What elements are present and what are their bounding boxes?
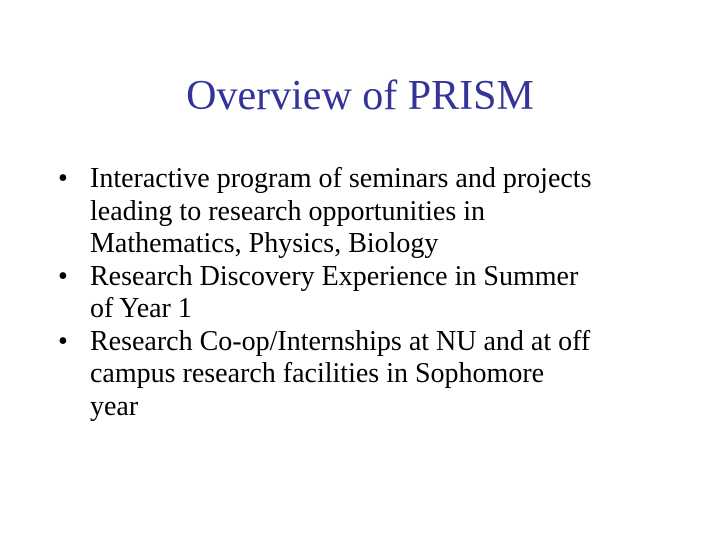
bullet-line: of Year 1 (90, 293, 192, 324)
bullet-item-2 (58, 261, 678, 326)
bullet-item-3 (58, 326, 678, 424)
bullet-line: Research Discovery Experience in Summer (90, 260, 579, 292)
bullet-line: Interactive program of seminars and projects (90, 163, 592, 194)
bullet-list (58, 163, 678, 423)
bullet-line: campus research facilities in Sophomore (90, 358, 545, 389)
bullet-line: Mathematics, Physics, Biology (90, 228, 439, 259)
slide-title: Overview of PRISM (186, 73, 534, 119)
bullet-line: Research Co-op/Internships at NU and at off (90, 325, 591, 357)
bullet-item-1 (58, 163, 678, 261)
bullet-icon: • (58, 325, 68, 357)
bullet-icon: • (58, 260, 68, 292)
bullet-icon: • (58, 163, 68, 194)
bullet-line: leading to research opportunities in (90, 195, 485, 227)
bullet-line: year (90, 390, 139, 422)
